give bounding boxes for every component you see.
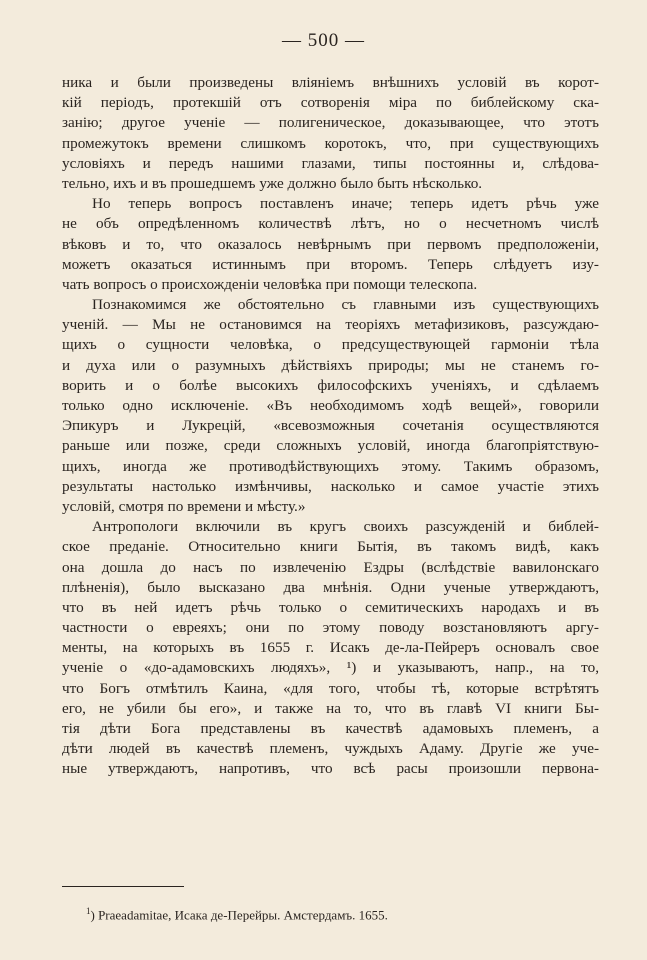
- text-line: и духа или о разумныхъ дѣйствіяхъ природы; мы не станемъ го-: [62, 356, 599, 374]
- text-line: результаты настолько измѣнчивы, насколько и самое участіе этихъ: [62, 477, 599, 495]
- text-line: условій, смотря по времени и мѣсту.»: [62, 497, 306, 515]
- text-line: что въ ней идетъ рѣчь только о семитическихъ народахъ и въ: [62, 598, 599, 616]
- text-line: дѣти людей въ качествѣ племенъ, чуждыхъ Адаму. Другіе же уче-: [62, 740, 599, 758]
- text-line: его, не убили бы его», и также на то, что въ главѣ VI книги Бы-: [62, 699, 599, 717]
- text-line: менты, на которыхъ въ 1655 г. Исакъ де-ла-Пейреръ основалъ свое: [62, 639, 599, 657]
- paragraph-3: [62, 295, 599, 517]
- text-line: Антропологи включили въ кругъ своихъ разсужденій и библей-: [92, 518, 599, 536]
- paragraph-2: [62, 194, 599, 295]
- text-line: промежутокъ времени слишкомъ коротокъ, что, при существующихъ: [62, 134, 599, 152]
- text-line: ученій. — Мы не остановимся на теоріяхъ метафизиковъ, разсуждаю-: [62, 316, 599, 334]
- text-line: занію; другое ученіе — полигеническое, доказывающее, что этотъ: [62, 114, 599, 132]
- text-line: Познакомимся же обстоятельно съ главными изъ существующихъ: [92, 296, 599, 314]
- footnote-marker: 1: [86, 906, 91, 916]
- text-line: ское преданіе. Относительно книги Бытія, въ такомъ видѣ, какъ: [62, 538, 599, 556]
- page-number: — 500 —: [282, 30, 365, 51]
- text-line: чать вопросъ о происхожденіи человѣка при помощи телескопа.: [62, 275, 478, 293]
- text-line: плѣненія), было высказано два мнѣнія. Одни ученые утверждаютъ,: [62, 578, 599, 596]
- text-line: не объ опредѣленномъ количествѣ лѣтъ, но о несчетномъ числѣ: [62, 215, 599, 233]
- text-line: частности о евреяхъ; они по этому поводу возстановляютъ аргу-: [62, 619, 599, 637]
- text-line: кій періодъ, протекшій отъ сотворенія міра по библейскому ска-: [62, 94, 599, 112]
- footnote-text: ) Praeadamitae, Исака де-Перейры. Амстердамъ. 1655.: [90, 907, 388, 923]
- paragraph-4: [62, 517, 599, 779]
- text-line: что Богъ отмѣтилъ Каина, «для того, чтобы тѣ, которые встрѣтятъ: [62, 679, 599, 697]
- text-line: щихъ, иногда же противодѣйствующихъ этому. Такимъ образомъ,: [62, 457, 599, 475]
- text-line: она дошла до насъ по извлеченію Ездры (вслѣдствіе вавилонскаго: [62, 558, 599, 576]
- text-line: тельно, ихъ и въ прошедшемъ уже должно было быть нѣсколько.: [62, 174, 483, 192]
- text-line: условіяхъ и передъ нашими глазами, типы постоянны и, слѣдова-: [62, 154, 599, 172]
- footnote-divider: [62, 886, 184, 887]
- text-line: тія дѣти Бога представлены въ качествѣ адамовыхъ племенъ, а: [62, 720, 599, 737]
- text-line: только одно исключеніе. «Въ необходимомъ ходѣ вещей», говорили: [62, 397, 599, 414]
- text-line: ника и были произведены вліяніемъ внѣшнихъ условій въ корот-: [62, 74, 599, 91]
- text-line: можетъ оказаться истиннымъ при второмъ. Теперь слѣдуетъ изу-: [62, 255, 599, 273]
- text-line: щихъ о сущности человѣка, о предсуществующей гармоніи тѣла: [62, 336, 599, 354]
- text-line: вѣковъ и то, что оказалось невѣрнымъ при первомъ предположеніи,: [62, 235, 599, 253]
- text-line: ученіе о «до-адамовскихъ людяхъ», ¹) и указываютъ, напр., на то,: [62, 659, 599, 677]
- text-line: ные утверждаютъ, напротивъ, что всѣ расы произошли первона-: [62, 760, 599, 778]
- paragraph-1: [62, 73, 599, 194]
- text-line: раньше или позже, среди сложныхъ условій, иногда благопріятствую-: [62, 437, 599, 455]
- body-text: [62, 73, 599, 780]
- text-line: Эпикуръ и Лукрецій, «всевозможныя сочетанія осуществляются: [62, 417, 599, 435]
- text-line: Но теперь вопросъ поставленъ иначе; теперь идетъ рѣчь уже: [92, 195, 599, 213]
- text-line: ворить и о болѣе высокихъ философскихъ ученіяхъ, и сдѣлаемъ: [62, 376, 599, 394]
- footnote: [86, 906, 388, 923]
